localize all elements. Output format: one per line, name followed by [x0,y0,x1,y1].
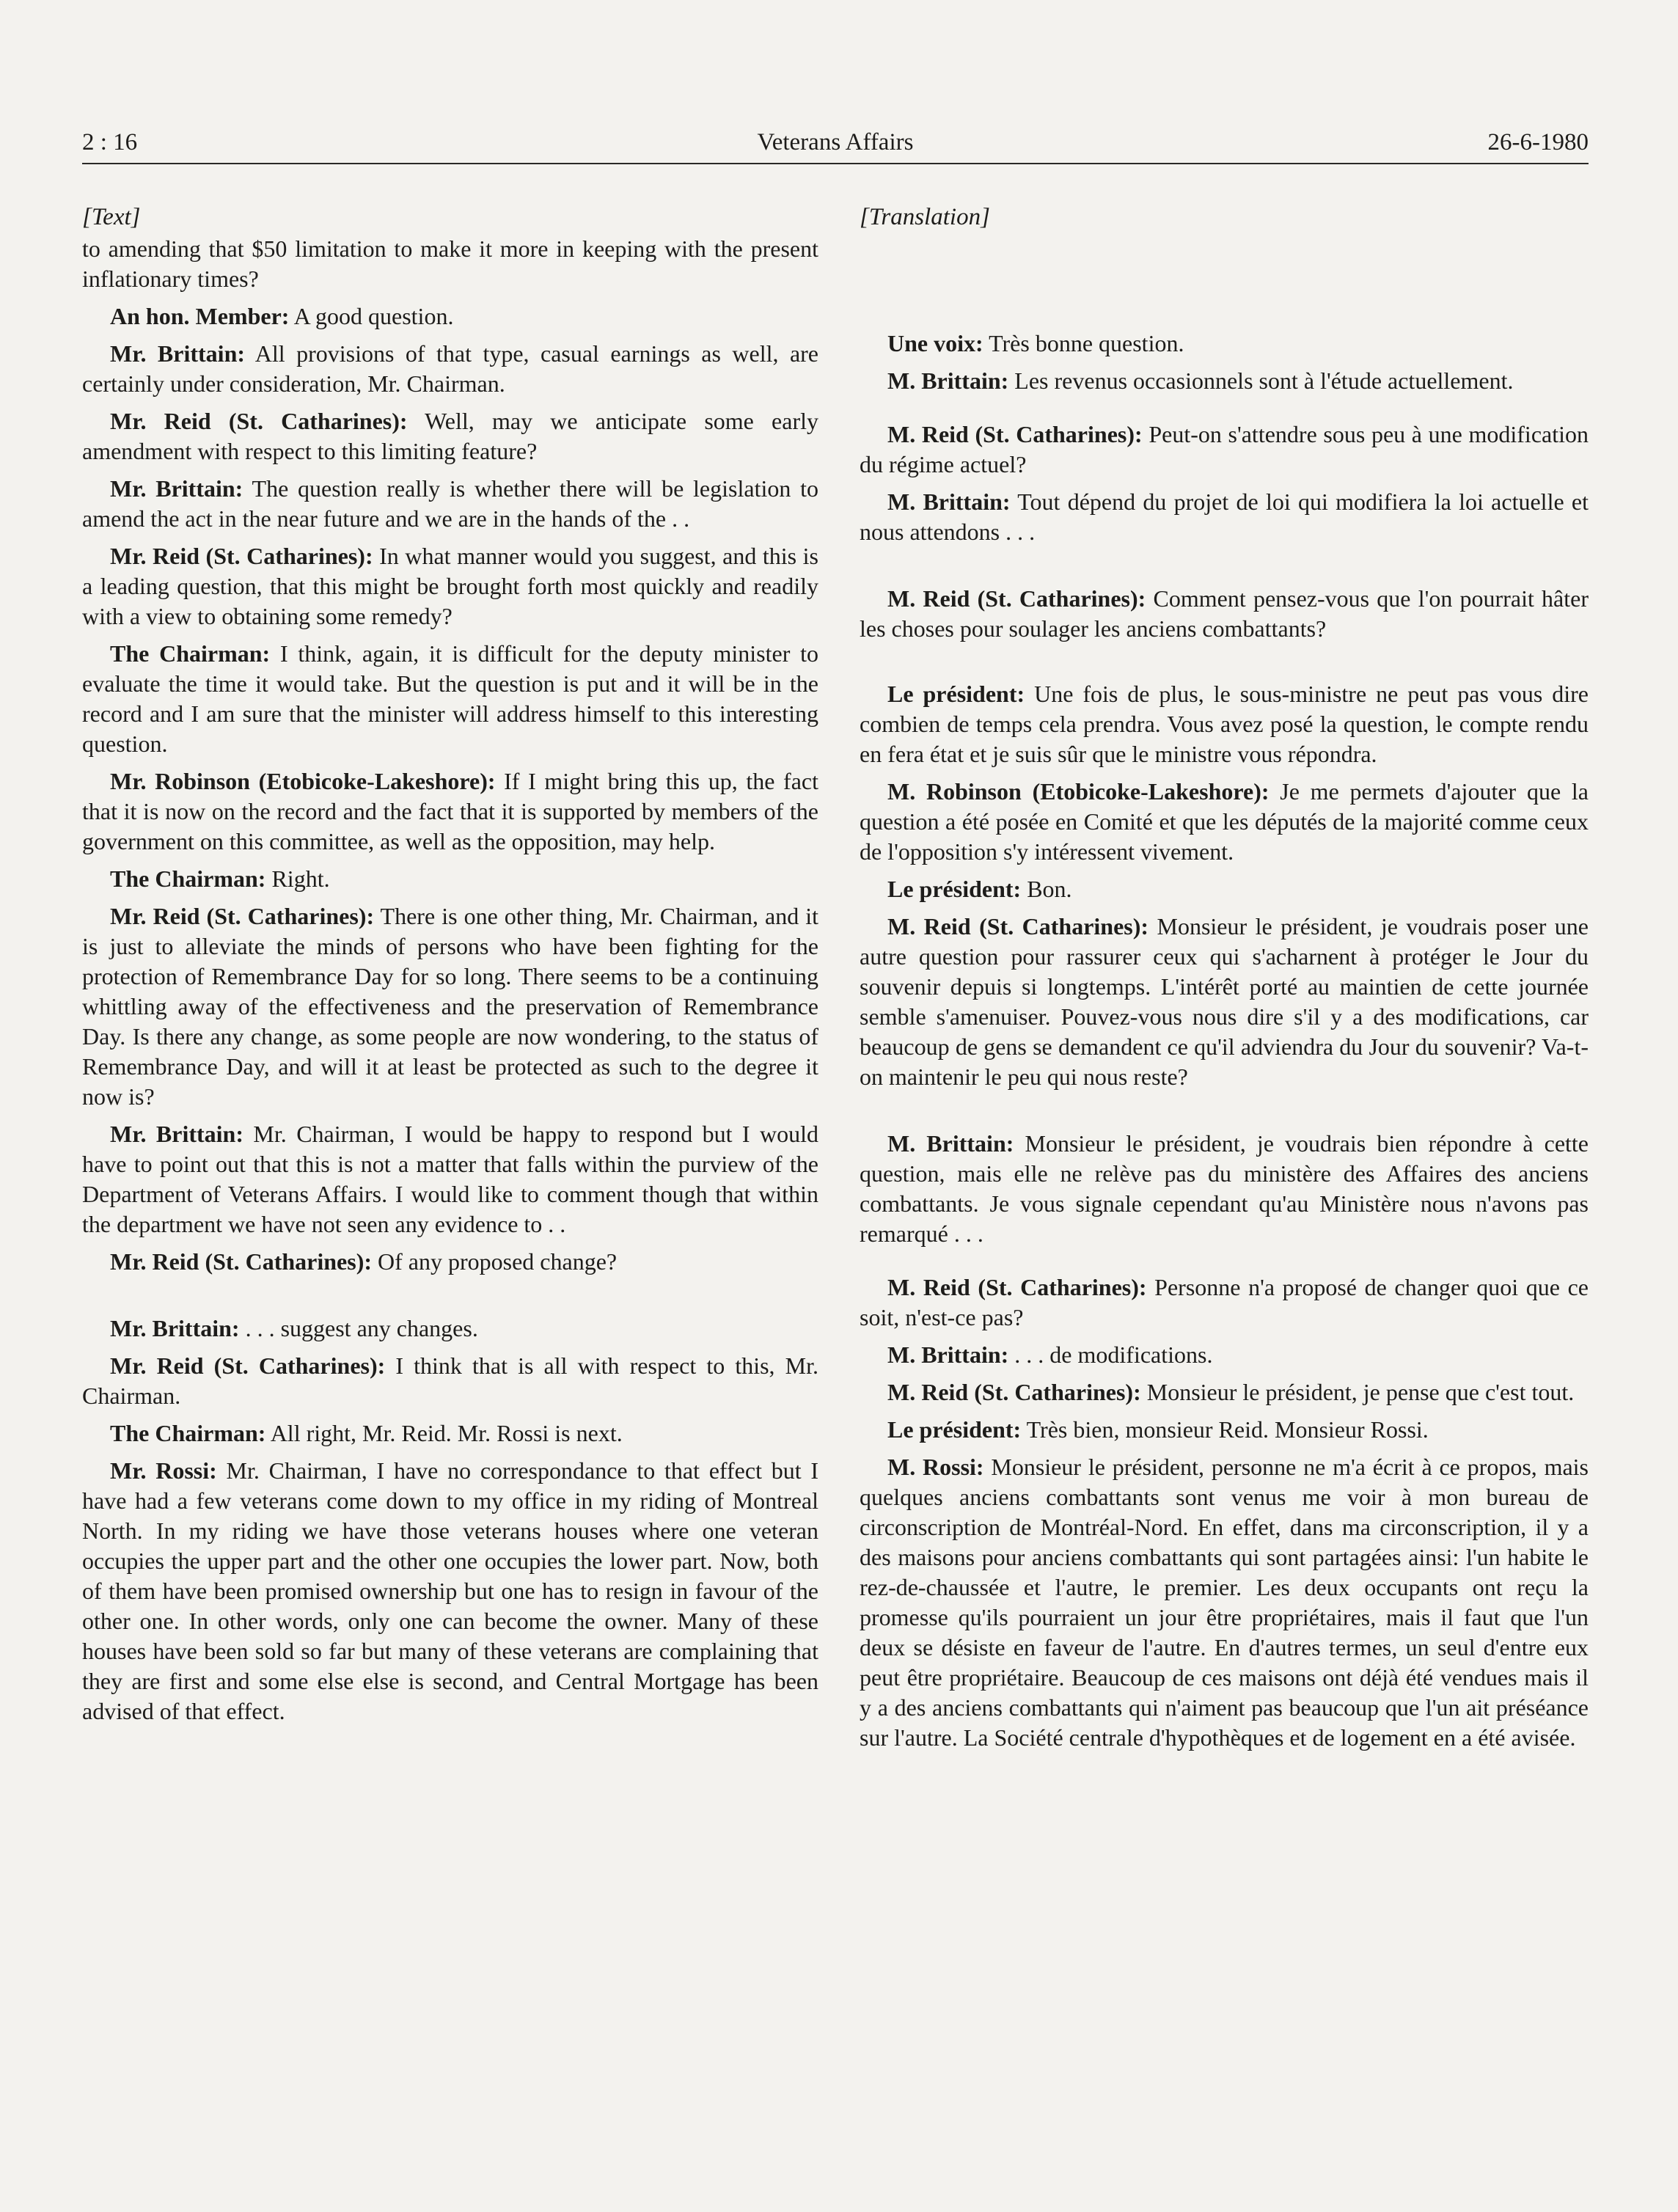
speaker-name: M. Brittain: [887,367,1009,394]
paragraph-text: All provisions of that type, casual earnings as well, are certainly under consideration, Mr. Chairman. [82,340,819,397]
column-label-text: [Text] [82,204,141,230]
paragraph [82,864,818,894]
speaker-name: Mr. Reid (St. Catharines): [110,1352,386,1379]
paragraph-text: There is one other thing, Mr. Chairman, and it is just to alleviate the minds of persons who have been fighting for the protection of Remembrance Day for so long. There seems to be a continuing whittling away of the effectiveness and the preservation of Remembrance Day. Is there any change, as some people are now wondering, to the status of Remembrance Day, and will it at least be protected as such to the degree it now is? [82,903,818,1110]
paragraph-text: . . . de modifications. [1008,1341,1213,1368]
paragraph-text: Monsieur le président, personne ne m'a écrit à ce propos, mais quelques anciens combattants sont venus me voir à mon bureau de circonscription de Montréal-Nord. En effet, dans ma circonscription, il y a des maisons pour anciens combattants qui sont partagées ainsi: l'un habite le rez-de-chaussée et l'autre, le premier. Les deux occupants ont reçu la promesse qu'ils pourraient un jour être propriétaires, mais il faut que l'un deux se désiste en faveur de l'autre. En d'autres termes, un seul d'entre eux peut être propriétaire. Beaucoup de ces maisons ont déjà été vendues mais il y a des anciens combattants qui n'aiment pas beaucoup que l'un ait préséance sur l'autre. La Société centrale d'hypothèques et de logement en a été avisée. [860,1454,1589,1751]
paragraph [82,1247,818,1277]
speaker-name: Mr. Reid (St. Catharines): [110,408,408,434]
paragraph [860,1272,1589,1333]
paragraph-text: I think, again, it is difficult for the deputy minister to evaluate the time it would take. But the question is put and it will be in the record and I am sure that the minister will address himself to this interesting question. [82,640,819,757]
speaker-name: Mr. Reid (St. Catharines): [110,1248,372,1275]
paragraph-text: Well, may we anticipate some early amendment with respect to this limiting feature? [82,408,819,464]
paragraph-text: I think that is all with respect to this, Mr. Chairman. [82,1352,819,1409]
paragraph-text: Mr. Chairman, I have no correspondance to that effect but I have had a few veterans come down to my office in my riding of Montreal North. In my riding we have those veterans houses where one veteran occupies the upper part and the other one occupies the lower part. Now, both of them have been promised ownership but one has to resign in favour of the other one. In other words, only one can become the owner. Many of these houses have been sold so far but many of these veterans are complaining that they are first and some else else is second, and Central Mortgage has been advised of that effect. [82,1457,819,1724]
paragraph [860,1415,1589,1445]
speaker-name: Mr. Brittain: [110,1121,243,1147]
speaker-name: Mr. Robinson (Etobicoke-Lakeshore): [110,768,496,794]
french-column [860,202,1589,1760]
publication-date: 26-6-1980 [1487,129,1589,155]
paragraph-text: Monsieur le président, je voudrais poser une autre question pour rassurer ceux qui s'acharnent à protéger le Jour du souvenir depuis si longtemps. L'intérêt porté au maintien de cette journée semble s'amenuiser. Pouvez-vous nous dire s'il y a des modifications, car beaucoup de gens se demandent ce qu'il adviendra du Jour du souvenir? Va-t-on maintenir le peu qui nous reste? [860,913,1589,1090]
speaker-name: M. Reid (St. Catharines): [887,585,1146,612]
paragraph [860,679,1589,769]
speaker-name: M. Rossi: [887,1454,984,1480]
speaker-name: Une voix: [887,330,983,356]
paragraph-text: Of any proposed change? [372,1248,618,1275]
paragraph-text: Les revenus occasionnels sont à l'étude actuellement. [1008,367,1514,394]
speaker-name: M. Brittain: [887,488,1011,515]
paragraph [860,584,1589,644]
paragraph [82,301,818,332]
page-header [82,126,1589,164]
paragraph-text: Personne n'a proposé de changer quoi que ce soit, n'est-ce pas? [860,1274,1589,1330]
paragraph [82,639,818,759]
paragraph [82,1314,818,1344]
paragraph [82,1119,818,1239]
paragraph [82,541,818,631]
paragraph [860,420,1589,480]
paragraph-text: Right. [265,865,330,892]
paragraph [860,1452,1589,1753]
paragraph [82,474,818,534]
paragraph [82,406,818,466]
speaker-name: M. Reid (St. Catharines): [887,421,1143,447]
speaker-name: M. Brittain: [887,1341,1009,1368]
column-label-translation: [Translation] [860,204,990,230]
speaker-name: The Chairman: [110,865,266,892]
speaker-name: M. Reid (St. Catharines): [887,913,1149,940]
speaker-name: M. Reid (St. Catharines): [887,1379,1141,1405]
paragraph-text: A good question. [289,303,454,329]
paragraph [860,1129,1589,1249]
paragraph-text: . . . suggest any changes. [239,1315,478,1341]
paragraph [82,339,818,399]
speaker-name: M. Brittain: [887,1130,1014,1157]
publication-title: Veterans Affairs [757,129,914,155]
paragraph [82,766,818,857]
paragraph [860,1340,1589,1370]
paragraph [82,1351,818,1411]
paragraph-text: Une fois de plus, le sous-ministre ne peut pas vous dire combien de temps cela prendra. Vous avez posé la question, le compte rendu en fera état et je suis sûr que le ministre vous répondra. [860,681,1589,767]
speaker-name: Le président: [887,681,1025,707]
english-column [82,202,818,1734]
speaker-name: Mr. Rossi: [110,1457,217,1484]
paragraph-text: Mr. Chairman, I would be happy to respond but I would have to point out that this is not a matter that falls within the purview of the Department of Veterans Affairs. I would like to comment though that within the department we have not seen any evidence to . . [82,1121,819,1237]
speaker-name: Mr. Reid (St. Catharines): [110,903,375,929]
paragraph [82,901,818,1112]
paragraph-text: All right, Mr. Reid. Mr. Rossi is next. [265,1420,623,1446]
paragraph [82,234,818,294]
speaker-name: M. Reid (St. Catharines): [887,1274,1147,1300]
paragraph [860,1377,1589,1407]
page-number: 2 : 16 [82,129,138,155]
paragraph-text: Peut-on s'attendre sous peu à une modification du régime actuel? [860,421,1589,477]
paragraph [860,366,1589,396]
paragraph [860,777,1589,867]
paragraph-text: Tout dépend du projet de loi qui modifiera la loi actuelle et nous attendons . . . [860,488,1589,545]
speaker-name: The Chairman: [110,1420,266,1446]
speaker-name: An hon. Member: [110,303,290,329]
paragraph-text: to amending that $50 limitation to make it more in keeping with the present inflationary times? [82,235,818,292]
paragraph-text: In what manner would you suggest, and this is a leading question, that this might be brought forth most quickly and readily with a view to obtaining some remedy? [82,543,819,629]
speaker-name: Mr. Brittain: [110,340,246,367]
speaker-name: Mr. Brittain: [110,475,243,502]
paragraph-text: Monsieur le président, je voudrais bien répondre à cette question, mais elle ne relève pas du ministère des Affaires des anciens combattants. Je vous signale cependant qu'au Ministère nous n'avons pas remarqué . . . [860,1130,1589,1247]
speaker-name: Le président: [887,876,1022,902]
paragraph [82,1456,818,1726]
speaker-name: M. Robinson (Etobicoke-Lakeshore): [887,778,1270,805]
speaker-name: The Chairman: [110,640,271,667]
paragraph-text: The question really is whether there will be legislation to amend the act in the near future and we are in the hands of the . . [82,475,819,532]
paragraph-text: Très bonne question. [983,330,1184,356]
paragraph [860,487,1589,547]
speaker-name: Mr. Brittain: [110,1315,240,1341]
paragraph-text: Monsieur le président, je pense que c'est tout. [1140,1379,1575,1405]
speaker-name: Mr. Reid (St. Catharines): [110,543,373,569]
paragraph [860,874,1589,904]
paragraph [860,912,1589,1092]
paragraph-text: Comment pensez-vous que l'on pourrait hâter les choses pour soulager les anciens combattants? [860,585,1589,642]
paragraph [860,329,1589,359]
paragraph [82,1418,818,1449]
paragraph-text: If I might bring this up, the fact that it is now on the record and the fact that it is supported by members of the government on this committee, as well as the opposition, may help. [82,768,819,854]
paragraph-text: Très bien, monsieur Reid. Monsieur Rossi. [1021,1416,1429,1443]
paragraph-text: Je me permets d'ajouter que la question a été posée en Comité et que les députés de la majorité comme ceux de l'opposition s'y intéressent vivement. [860,778,1589,865]
speaker-name: Le président: [887,1416,1022,1443]
paragraph-text: Bon. [1021,876,1072,902]
